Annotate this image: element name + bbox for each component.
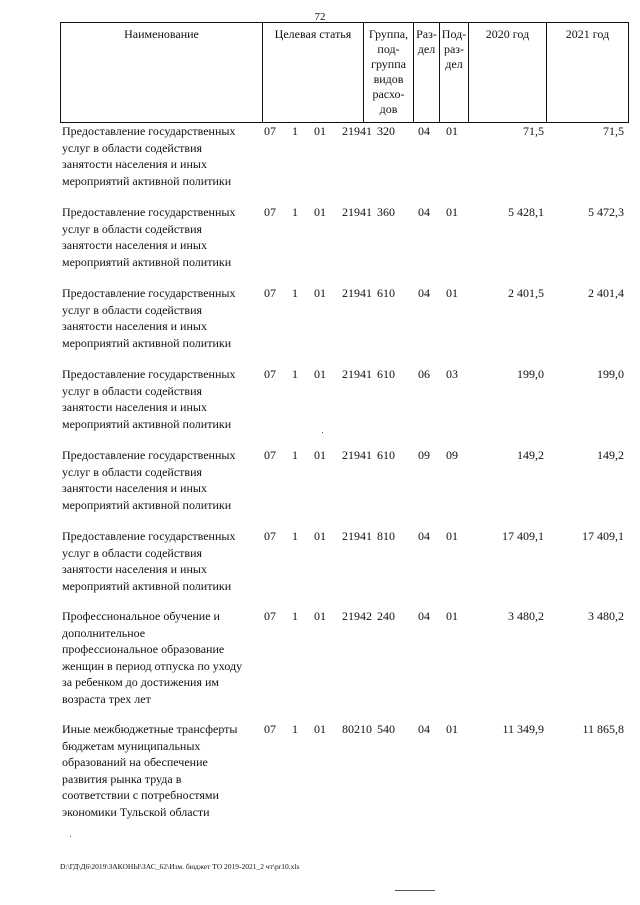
header-subsection-l2: дел <box>445 57 463 71</box>
row-code: 07 1 01 21941 <box>264 529 372 543</box>
name-line: услуг в области содействия <box>62 302 203 317</box>
name-line: образований на обеспечение <box>62 755 208 769</box>
header-group-l3: видов <box>373 72 404 86</box>
name-line: Профессиональное обучение и <box>62 609 220 623</box>
header-section <box>413 23 439 122</box>
header-year-2020: 2020 год <box>468 23 546 122</box>
header-target: Целевая статья <box>262 23 363 122</box>
name-line: профессиональное образование <box>62 642 225 656</box>
row-2021: 3 480,2 <box>588 609 624 623</box>
header-subsection-l0: Под- <box>441 27 467 41</box>
row-code: 07 1 01 80210 <box>264 722 372 736</box>
header-name: Наименование <box>124 27 199 41</box>
page-number: 72 <box>314 11 326 23</box>
header-group-l4: расхо- <box>372 87 405 101</box>
name-line: соответствии с потребностями <box>62 788 219 802</box>
name-line: возраста трех лет <box>62 691 151 706</box>
name-line: Иные межбюджетные трансферты <box>62 722 238 736</box>
scan-speck <box>70 836 71 837</box>
name-line: дополнительное <box>62 625 146 640</box>
row-section: 04 <box>418 205 430 219</box>
row-group: 320 <box>377 124 395 138</box>
row-subsection: 01 <box>446 205 458 219</box>
header-subsection-l1: раз- <box>443 42 465 56</box>
row-subsection: 09 <box>446 448 458 462</box>
name-line: Предоставление государственных <box>62 205 236 219</box>
name-line: мероприятий активной политики <box>62 578 232 593</box>
row-group: 810 <box>377 529 395 543</box>
name-line: экономики Тульской области <box>62 804 210 819</box>
row-code: 07 1 01 21941 <box>264 367 372 381</box>
name-line: Предоставление государственных <box>62 529 236 543</box>
row-code: 07 1 01 21942 <box>264 609 372 623</box>
row-code: 07 1 01 21941 <box>264 205 372 219</box>
row-section: 04 <box>418 529 430 543</box>
row-section: 09 <box>418 448 430 462</box>
row-group: 540 <box>377 722 395 736</box>
name-line: услуг в области содействия <box>62 140 203 155</box>
row-name <box>62 528 260 594</box>
header-section-l0: Раз- <box>416 27 437 41</box>
name-line: мероприятий активной политики <box>62 335 232 350</box>
row-2021: 199,0 <box>597 367 624 381</box>
name-line: занятости населения и иных <box>62 562 207 576</box>
header-year-2021: 2021 год <box>546 23 628 122</box>
row-name <box>62 285 260 351</box>
name-line: услуг в области содействия <box>62 383 203 398</box>
name-line: Предоставление государственных <box>62 367 236 381</box>
row-section: 04 <box>418 124 430 138</box>
row-section: 06 <box>418 367 430 381</box>
row-2020: 71,5 <box>523 124 544 138</box>
row-subsection: 01 <box>446 722 458 736</box>
name-line: мероприятий активной политики <box>62 173 232 188</box>
name-line: занятости населения и иных <box>62 238 207 252</box>
header-subsection <box>439 23 468 122</box>
row-code: 07 1 01 21941 <box>264 286 372 300</box>
row-code: 07 1 01 21941 <box>264 124 372 138</box>
header-group-l2: группа <box>371 57 406 71</box>
header-group-l1: под- <box>377 42 400 56</box>
name-line: бюджетам муниципальных <box>62 738 201 753</box>
name-line: за ребенком до достижения им <box>62 675 220 689</box>
row-subsection: 01 <box>446 529 458 543</box>
name-line: услуг в области содействия <box>62 221 203 236</box>
name-line: Предоставление государственных <box>62 286 236 300</box>
row-group: 360 <box>377 205 395 219</box>
header-section-l1: дел <box>417 42 436 56</box>
row-2020: 5 428,1 <box>508 205 544 219</box>
name-line: женщин в период отпуска по уходу <box>62 658 243 673</box>
row-group: 610 <box>377 367 395 381</box>
name-line: развития рынка труда в <box>62 771 182 786</box>
row-group: 240 <box>377 609 395 623</box>
row-2020: 149,2 <box>517 448 544 462</box>
row-2020: 2 401,5 <box>508 286 544 300</box>
row-group: 610 <box>377 448 395 462</box>
row-name <box>62 204 260 270</box>
row-name <box>62 123 260 189</box>
row-name <box>62 447 260 513</box>
row-subsection: 01 <box>446 124 458 138</box>
name-line: мероприятий активной политики <box>62 416 232 431</box>
name-line: занятости населения и иных <box>62 481 207 495</box>
row-2021: 17 409,1 <box>582 529 624 543</box>
row-2020: 3 480,2 <box>508 609 544 623</box>
row-2020: 199,0 <box>517 367 544 381</box>
header-group-l0: Группа, <box>368 27 409 41</box>
row-2020: 11 349,9 <box>502 722 544 736</box>
row-2021: 5 472,3 <box>588 205 624 219</box>
row-name <box>62 366 260 432</box>
row-subsection: 01 <box>446 609 458 623</box>
scan-speck <box>322 432 323 433</box>
row-section: 04 <box>418 609 430 623</box>
row-2020: 17 409,1 <box>502 529 544 543</box>
row-subsection: 03 <box>446 367 458 381</box>
name-line: занятости населения и иных <box>62 319 207 333</box>
file-path-footer: D:\ГД\Д6\2019\ЗАКОНЫ\ЗАС_62\Изм. бюджет ТО 2019-2021_2 чт\pr10.xls <box>60 862 300 871</box>
row-code: 07 1 01 21941 <box>264 448 372 462</box>
row-name <box>62 608 260 707</box>
row-name <box>62 721 260 820</box>
name-line: занятости населения и иных <box>62 400 207 414</box>
header-group-l5: дов <box>379 102 398 116</box>
name-line: услуг в области содействия <box>62 545 203 560</box>
row-2021: 71,5 <box>603 124 624 138</box>
name-line: мероприятий активной политики <box>62 497 232 512</box>
name-line: мероприятий активной политики <box>62 254 232 269</box>
table-header <box>60 22 629 123</box>
row-section: 04 <box>418 722 430 736</box>
row-2021: 2 401,4 <box>588 286 624 300</box>
name-line: занятости населения и иных <box>62 157 207 171</box>
row-group: 610 <box>377 286 395 300</box>
row-subsection: 01 <box>446 286 458 300</box>
row-2021: 11 865,8 <box>582 722 624 736</box>
row-2021: 149,2 <box>597 448 624 462</box>
scan-speck <box>395 890 435 891</box>
row-section: 04 <box>418 286 430 300</box>
header-group <box>363 23 413 122</box>
name-line: услуг в области содействия <box>62 464 203 479</box>
name-line: Предоставление государственных <box>62 448 236 462</box>
name-line: Предоставление государственных <box>62 124 236 138</box>
